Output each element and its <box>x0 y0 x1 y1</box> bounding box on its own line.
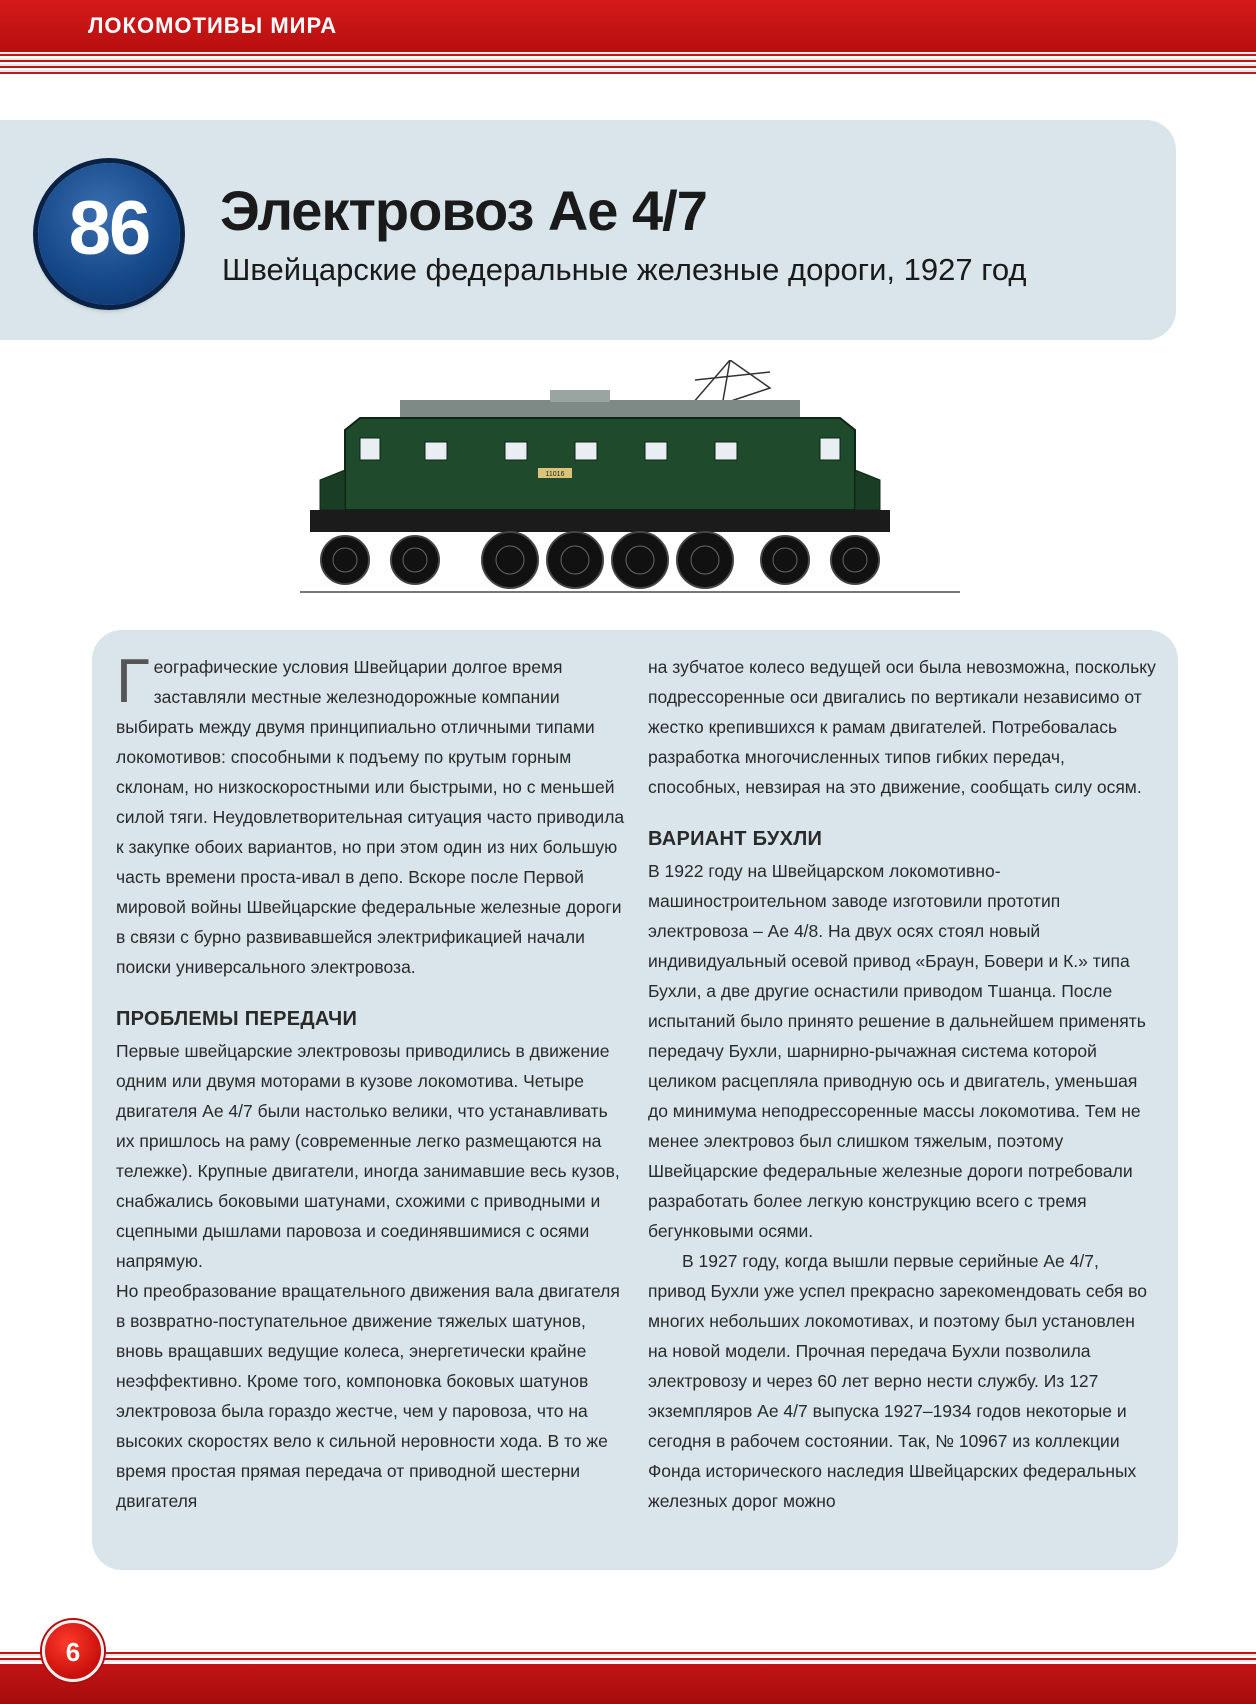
paragraph: Первые швейцарские электровозы приводились в движение одним или двумя моторами в кузове локомотива. Четыре двигателя Ae 4/7 были настолько велики, что устанавливать их пришлось на раму (современные легко размещаются на тележке). Крупные двигатели, иногда занимавшие весь кузов, снабжались боковыми шатунами, схожими с приводными и сцепными дышлами паровоза и соединявшимися с осями напрямую. <box>116 1041 620 1271</box>
section-heading-buchli: ВАРИАНТ БУХЛИ <box>648 828 823 850</box>
paragraph: Но преобразование вращательного движения вала двигателя в возвратно-поступательное движение тяжелых шатунов, вновь вращавших ведущие колеса, энергетически крайне неэффективно. Кроме того, компоновка боковых шатунов электровоза была гораздо жестче, чем у паровоза, что на высоких скоростях вело к сильной неровности хода. В то же время простая прямая передача от приводной шестерни двигателя <box>116 1281 620 1511</box>
bottom-banner <box>0 1664 1256 1704</box>
article-column-left <box>116 647 626 1516</box>
page-subtitle: Швейцарские федеральные железные дороги, 1927 год <box>222 252 1027 287</box>
article-column-right <box>648 652 1158 1516</box>
issue-number: 86 <box>68 186 150 271</box>
top-banner-stripes <box>0 52 1256 74</box>
locomotive-illustration <box>300 360 960 610</box>
drop-cap: Г <box>116 647 150 716</box>
paragraph: В 1922 году на Швейцарском локомотивно-машиностроительном заводе изготовили прототип электровоза – Ae 4/8. На двух осях стоял новый индивидуальный осевой привод «Браун, Бовери и К.» типа Бухли, а две другие оснастили приводом Тшанца. После испытаний было принято решение в дальнейшем применять передачу Бухли, шарнирно-рычажная система которой целиком расцепляла приводную ось и двигатель, уменьшая до минимума неподрессоренные массы локомотива. Тем не менее электровоз был слишком тяжелым, поэтому Швейцарские федеральные железные дороги потребовали разработать более легкую конструкцию всего с тремя бегунковыми осями. <box>648 861 1146 1241</box>
page-number: 6 <box>65 1637 81 1667</box>
page-number-badge <box>42 1620 104 1682</box>
loco-number-label: 11016 <box>545 471 565 478</box>
page-title: Электровоз Ae 4/7 <box>220 179 707 242</box>
paragraph: на зубчатое колесо ведущей оси была невозможна, поскольку подрессоренные оси двигались по вертикали независимо от жестко крепившихся к рамам двигателей. Потребовалась разработка многочисленных типов гибких передач, способных, невзирая на это движение, сообщать силу осям. <box>648 657 1156 797</box>
section-heading-transmission: ПРОБЛЕМЫ ПЕРЕДАЧИ <box>116 1008 358 1030</box>
series-title: ЛОКОМОТИВЫ МИРА <box>88 13 338 38</box>
intro-paragraph: Географические условия Швейцарии долгое время заставляли местные железнодорожные компании выбирать между двумя принципиально отличными типами локомотивов: способными к подъему по крутым горным склонам, но низкоскоростными или быстрыми, но с меньшей силой тяги. Неудовлетворительная ситуация часто приводила к закупке обоих вариантов, но при этом один из них большую часть времени проста-ивал в депо. Вскоре после Первой мировой войны Швейцарские федеральные железные дороги в связи с бурно развивавшейся электрификацией начали поиски универсального электровоза. <box>116 647 625 977</box>
issue-number-badge <box>38 163 180 305</box>
top-banner <box>0 0 1256 52</box>
bottom-banner-stripes <box>0 1650 1256 1664</box>
paragraph: В 1927 году, когда вышли первые серийные Ae 4/7, привод Бухли уже успел прекрасно зарекомендовать себя во многих небольших локомотивах, и поэтому был установлен на новой модели. Прочная передача Бухли позволила электровозу и через 60 лет верно нести службу. Из 127 экземпляров Ae 4/7 выпуска 1927–1934 годов некоторые и сегодня в рабочем состоянии. Так, № 10967 из коллекции Фонда исторического наследия Швейцарских федеральных железных дорог можно <box>648 1251 1147 1511</box>
